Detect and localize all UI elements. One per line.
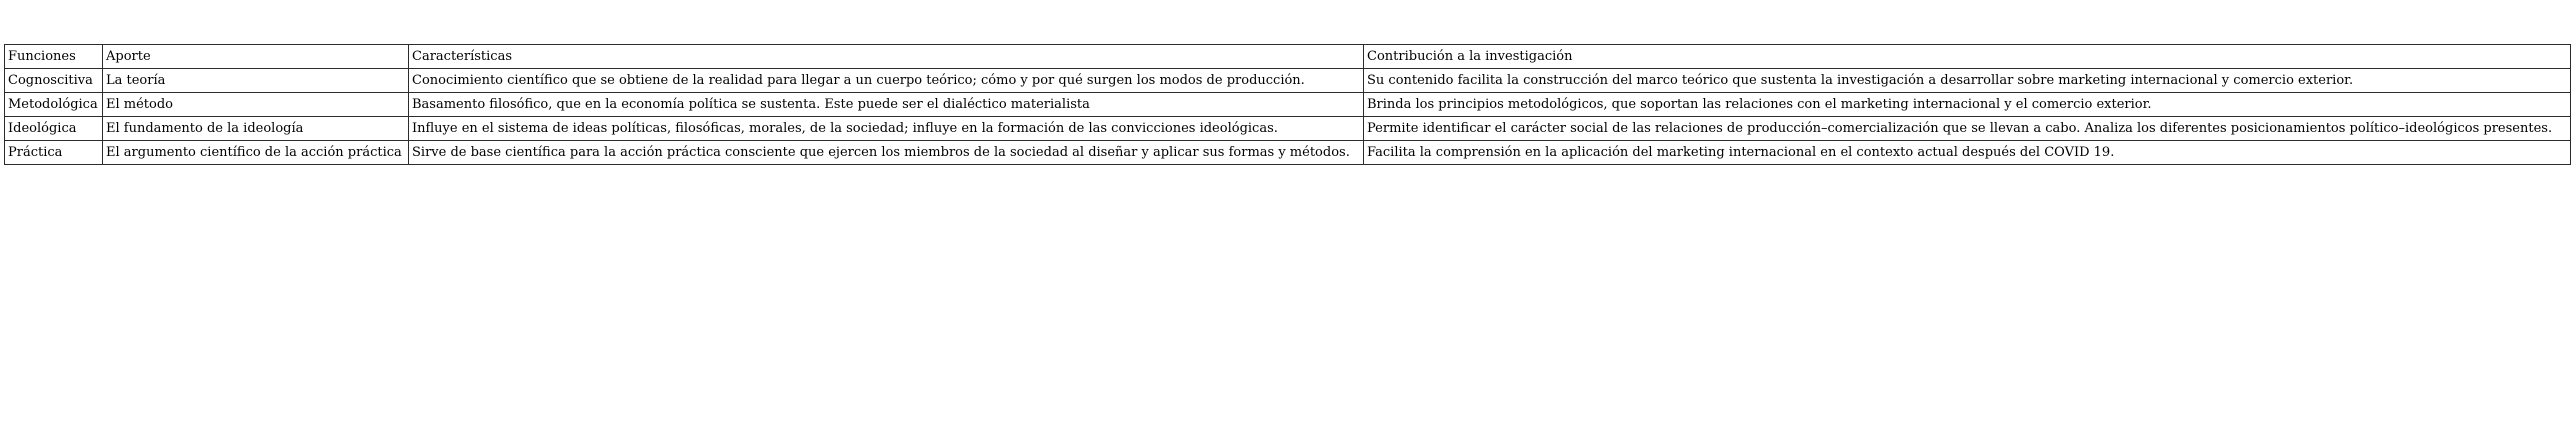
cell-aporte: El fundamento de la ideología: [103, 117, 409, 141]
cell-funcion: Práctica: [5, 141, 103, 165]
table-row: [5, 141, 2571, 165]
cell-contribucion: Permite identificar el carácter social de las relaciones de producción–comercialización que se llevan a cabo. Analiza los diferentes posicionamientos político–ideológicos presentes.: [1364, 117, 2571, 141]
table-header-row: [5, 45, 2571, 69]
cell-funcion: Metodológica: [5, 93, 103, 117]
header-contribucion: Contribución a la investigación: [1364, 45, 2571, 69]
cell-funcion: Cognoscitiva: [5, 69, 103, 93]
cell-aporte: El argumento científico de la acción práctica: [103, 141, 409, 165]
header-caracteristicas: Características: [409, 45, 1364, 69]
cell-aporte: La teoría: [103, 69, 409, 93]
header-funciones: Funciones: [5, 45, 103, 69]
cell-caracteristicas: Basamento filosófico, que en la economía política se sustenta. Este puede ser el dialéctico materialista: [409, 93, 1364, 117]
cell-contribucion: Brinda los principios metodológicos, que soportan las relaciones con el marketing internacional y el comercio exterior.: [1364, 93, 2571, 117]
table-row: [5, 93, 2571, 117]
table-row: [5, 69, 2571, 93]
table-row: [5, 117, 2571, 141]
cell-caracteristicas: Sirve de base científica para la acción práctica consciente que ejercen los miembros de la sociedad al diseñar y aplicar sus formas y métodos.: [409, 141, 1364, 165]
header-aporte: Aporte: [103, 45, 409, 69]
cell-aporte: El método: [103, 93, 409, 117]
cell-funcion: Ideológica: [5, 117, 103, 141]
cell-caracteristicas: Conocimiento científico que se obtiene de la realidad para llegar a un cuerpo teórico; cómo y por qué surgen los modos de producción.: [409, 69, 1364, 93]
functions-table: [4, 44, 2571, 165]
cell-contribucion: Su contenido facilita la construcción del marco teórico que sustenta la investigación a desarrollar sobre marketing internacional y comercio exterior.: [1364, 69, 2571, 93]
cell-caracteristicas: Influye en el sistema de ideas políticas, filosóficas, morales, de la sociedad; influye en la formación de las convicciones ideológicas.: [409, 117, 1364, 141]
cell-contribucion: Facilita la comprensión en la aplicación del marketing internacional en el contexto actual después del COVID 19.: [1364, 141, 2571, 165]
